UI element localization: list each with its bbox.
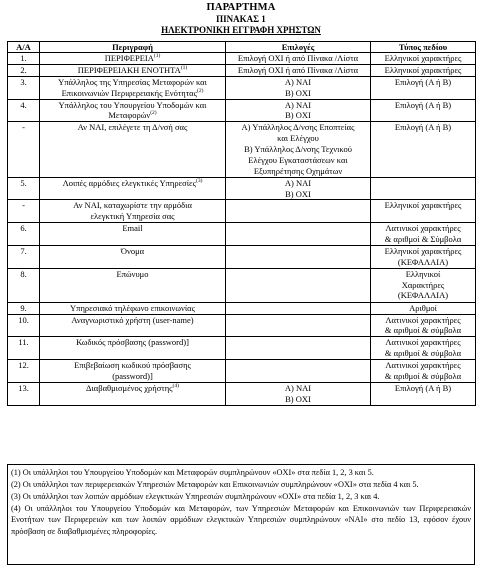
description-text: Αν ΝΑΙ, επιλέγετε τη Δ/νσή σας (77, 122, 188, 133)
footnote-ref: (3) (196, 177, 203, 184)
column-header-number: Α/Α (8, 42, 40, 53)
row-field-type (371, 76, 476, 99)
description-line (42, 383, 223, 394)
footnote-ref: (1) (180, 65, 188, 72)
description-text: ελεγκτική Υπηρεσία σας (90, 211, 175, 222)
option-line: Β) ΟΧΙ (285, 87, 311, 98)
row-options (226, 99, 371, 122)
footnotes (7, 464, 475, 565)
row-number-text: 2. (20, 64, 27, 75)
row-description (40, 337, 226, 360)
row-description (40, 382, 226, 405)
table-row (8, 302, 476, 314)
description-text: Αν ΝΑΙ, καταχωρίστε την αρμόδια (73, 200, 192, 211)
field-type-line: Αριθμοί (409, 302, 437, 313)
field-type-line: & αριθμοί & σύμβολα (384, 370, 462, 381)
description-line (42, 53, 223, 64)
field-type-line: Επιλογή (Α ή Β) (394, 76, 452, 87)
row-number (8, 53, 40, 65)
description-text: Όνομα (120, 245, 145, 256)
row-description (40, 268, 226, 302)
row-options (226, 223, 371, 246)
footnote-ref: (2) (150, 110, 157, 117)
row-number (8, 64, 40, 76)
description-text: Επικοινωνιών Περιφερειακής Ενότητας (61, 87, 197, 98)
row-number (8, 223, 40, 246)
row-field-type (371, 302, 476, 314)
description-line (42, 246, 223, 257)
row-number (8, 245, 40, 268)
description-text: Υπάλληλος της Υπηρεσίας Μεταφορών και (58, 76, 207, 87)
row-number-text: 5. (20, 177, 27, 188)
footnote: (1) Οι υπάλληλοι του Υπουργείου Υποδομών και Μεταφορών συμπληρώνουν «ΟΧΙ» στα πεδία 1, 2, 3 και 5. (11, 468, 374, 477)
row-options (226, 200, 371, 223)
description-line (42, 77, 223, 88)
description-text: Email (122, 223, 143, 234)
footnote: (4) Οι υπάλληλοι του Υπουργείου Υποδομών και Μεταφορών, των Υπηρεσιών Μεταφορών και Επικοινωνιών των Περιφερειακών Ενοτήτων των Περιφερειών και των λοιπών αρμόδιων ελεγκτικών Υπηρεσιών συμπληρώνουν «ΝΑΙ» στο πεδίο 13, εφόσον έχουν πρόσβαση σε διαβαθμισμένες πληροφορίες. (11, 503, 471, 537)
table-row (8, 245, 476, 268)
footnote: (2) Οι υπάλληλοι των περιφερειακών Υπηρεσιών Μεταφορών και Επικοινωνιών συμπληρώνουν «ΟΧΙ» στα πεδία 4 και 5. (11, 479, 419, 489)
option-line: Α) Υπάλληλος Δ/νσης Εποπτείας (241, 122, 355, 133)
row-options (226, 314, 371, 337)
field-type-line: Ελληνικοί χαρακτήρες (384, 245, 462, 256)
row-options (226, 76, 371, 99)
description-line (42, 223, 223, 234)
description-line (42, 315, 223, 326)
description-text: Αναγνωριστικό χρήστη (user-name) (71, 314, 194, 325)
description-line (42, 337, 223, 348)
table-body (8, 53, 476, 406)
footnote-ref: (2) (196, 87, 204, 94)
row-options (226, 268, 371, 302)
row-description (40, 122, 226, 177)
table-row (8, 99, 476, 122)
row-field-type (371, 53, 476, 65)
description-line (42, 200, 223, 211)
row-options (226, 302, 371, 314)
row-field-type (371, 200, 476, 223)
description-line (42, 65, 223, 76)
description-text: Κωδικός πρόσβασης (password)] (76, 337, 189, 348)
field-type-line: Χαρακτήρες (401, 279, 445, 290)
field-type-line: Ελληνικοί χαρακτήρες (384, 64, 462, 75)
field-type-line: Ελληνικοί χαρακτήρες (384, 200, 462, 211)
row-number-text: 13. (18, 382, 29, 393)
row-field-type (371, 99, 476, 122)
row-description (40, 314, 226, 337)
row-description (40, 177, 226, 200)
row-description (40, 200, 226, 223)
table-row (8, 122, 476, 177)
field-type-line: Λατινικοί χαρακτήρες (385, 360, 461, 370)
description-line (42, 110, 223, 121)
description-text: Επιβεβαίωση κωδικού πρόσβασης (74, 360, 191, 370)
row-description (40, 302, 226, 314)
row-number (8, 200, 40, 223)
column-header-options: Επιλογές (226, 42, 371, 53)
column-header-description: Περιγραφή (40, 42, 226, 53)
row-number-text: - (22, 200, 25, 211)
table-row (8, 268, 476, 302)
field-type-line: & αριθμοί & Σύμβολα (384, 234, 462, 244)
row-field-type (371, 64, 476, 76)
row-options (226, 177, 371, 200)
row-options (226, 53, 371, 65)
row-number-text: 1. (20, 53, 27, 63)
row-description (40, 99, 226, 122)
row-number-text: - (22, 122, 25, 133)
row-options (226, 382, 371, 405)
field-type-line: Λατινικοί χαρακτήρες (385, 337, 461, 348)
option-line: Β) Υπάλληλος Δ/νσης Τεχνικού (244, 144, 352, 154)
registration-table (7, 41, 476, 406)
description-text: ΠΕΡΙΦΕΡΕΙΑ (104, 53, 154, 63)
field-type-line: & αριθμοί & σύμβολα (384, 348, 462, 359)
table-row (8, 223, 476, 246)
option-line: Α) ΝΑΙ (284, 177, 312, 188)
option-line: Α) ΝΑΙ (284, 76, 312, 87)
row-field-type (371, 360, 476, 383)
table-row (8, 200, 476, 223)
row-number-text: 11. (18, 337, 29, 348)
table-row (8, 177, 476, 200)
field-type-line: Επιλογή (Α ή Β) (394, 99, 452, 110)
description-line (42, 360, 223, 371)
description-text: (password)] (112, 370, 153, 381)
column-header-field-type: Τύπος πεδίου (371, 42, 476, 53)
field-type-line: & αριθμοί & σύμβολα (384, 325, 462, 336)
row-options (226, 64, 371, 76)
option-line: Β) ΟΧΙ (285, 188, 311, 199)
option-line: και Ελέγχου (277, 133, 319, 144)
field-type-line: Επιλογή (Α ή Β) (394, 122, 452, 133)
row-field-type (371, 314, 476, 337)
description-text: Διαβαθμισμένος χρήστης (86, 382, 173, 393)
table-title: ΗΛΕΚΤΡΟΝΙΚΗ ΕΓΓΡΑΦΗ ΧΡΗΣΤΩΝ (161, 25, 321, 35)
description-text: ΠΕΡΙΦΕΡΕΙΑΚΗ ΕΝΟΤΗΤΑ (77, 64, 181, 75)
row-description (40, 53, 226, 65)
option-line: Α) ΝΑΙ (284, 382, 312, 393)
description-line (42, 178, 223, 189)
row-description (40, 223, 226, 246)
description-line (42, 100, 223, 111)
field-type-line: Λατινικοί χαρακτήρες (385, 223, 461, 234)
option-line: Επιλογή ΟΧΙ ή από Πίνακα /Λίστα (237, 64, 359, 75)
description-line (42, 211, 223, 222)
row-description (40, 245, 226, 268)
option-line: Ελέγχου Εγκαταστάσεων και (248, 154, 348, 165)
row-field-type (371, 177, 476, 200)
row-number (8, 302, 40, 314)
row-field-type (371, 337, 476, 360)
table-row (8, 382, 476, 405)
row-number-text: 8. (20, 268, 27, 279)
row-number (8, 76, 40, 99)
description-text: Υπηρεσιακό τηλέφωνο επικοινωνίας (70, 302, 195, 313)
option-line: Επιλογή ΟΧΙ ή από Πίνακα /Λίστα (237, 53, 359, 63)
row-field-type (371, 223, 476, 246)
option-line: Β) ΟΧΙ (285, 393, 311, 404)
row-number (8, 382, 40, 405)
row-description (40, 64, 226, 76)
row-number-text: 7. (20, 245, 27, 256)
row-number (8, 99, 40, 122)
table-row (8, 64, 476, 76)
description-text: Επώνυμο (116, 268, 149, 279)
row-number-text: 3. (20, 76, 27, 87)
row-number (8, 360, 40, 383)
footnote-ref: (4) (172, 382, 179, 389)
row-field-type (371, 382, 476, 405)
field-type-line: Ελληνικοί χαρακτήρες (384, 53, 462, 63)
row-field-type (371, 122, 476, 177)
footnote: (3) Οι υπάλληλοι των λοιπών αρμόδιων ελεγκτικών Υπηρεσιών συμπληρώνουν «ΟΧΙ» στα πεδία 1, 2, 3 και 4. (11, 491, 380, 501)
field-type-line: (ΚΕΦΑΛΑΙΑ) (397, 290, 449, 301)
table-row (8, 360, 476, 383)
field-type-line: Ελληνικοί (405, 268, 441, 279)
description-text: Υπάλληλος του Υπουργείου Υποδομών και (58, 99, 207, 110)
field-type-line: Λατινικοί χαρακτήρες (385, 314, 461, 325)
appendix-heading: ΠΑΡΑΡΤΗΜΑ (206, 2, 276, 13)
table-row (8, 76, 476, 99)
option-line: Εξυπηρέτησης Οχημάτων (253, 165, 343, 176)
field-type-line: Επιλογή (Α ή Β) (394, 382, 452, 393)
field-type-line: (ΚΕΦΑΛΑΙΑ) (397, 256, 449, 267)
table-row (8, 314, 476, 337)
row-field-type (371, 268, 476, 302)
description-line (42, 303, 223, 314)
table-row (8, 53, 476, 65)
row-options (226, 245, 371, 268)
row-number-text: 6. (20, 223, 27, 234)
row-number-text: 9. (20, 302, 27, 313)
row-number (8, 122, 40, 177)
table-row (8, 337, 476, 360)
row-field-type (371, 245, 476, 268)
row-options (226, 337, 371, 360)
row-number (8, 314, 40, 337)
description-line (42, 88, 223, 99)
row-number (8, 337, 40, 360)
row-number-text: 10. (18, 314, 29, 325)
description-text: Μεταφορών (108, 110, 151, 121)
row-options (226, 360, 371, 383)
row-description (40, 76, 226, 99)
row-number-text: 12. (18, 360, 29, 370)
row-number (8, 177, 40, 200)
description-text: Λοιπές αρμόδιες ελεγκτικές Υπηρεσίες (62, 177, 196, 188)
option-line: Β) ΟΧΙ (285, 110, 311, 121)
description-line (42, 269, 223, 280)
description-line (42, 371, 223, 382)
description-line (42, 122, 223, 133)
row-options (226, 122, 371, 177)
row-description (40, 360, 226, 383)
table-header-row (8, 42, 476, 53)
option-line: Α) ΝΑΙ (284, 99, 312, 110)
row-number-text: 4. (20, 99, 27, 110)
footnote-ref: (1) (153, 53, 161, 60)
table-number: ΠΙΝΑΚΑΣ 1 (216, 14, 266, 24)
row-number (8, 268, 40, 302)
